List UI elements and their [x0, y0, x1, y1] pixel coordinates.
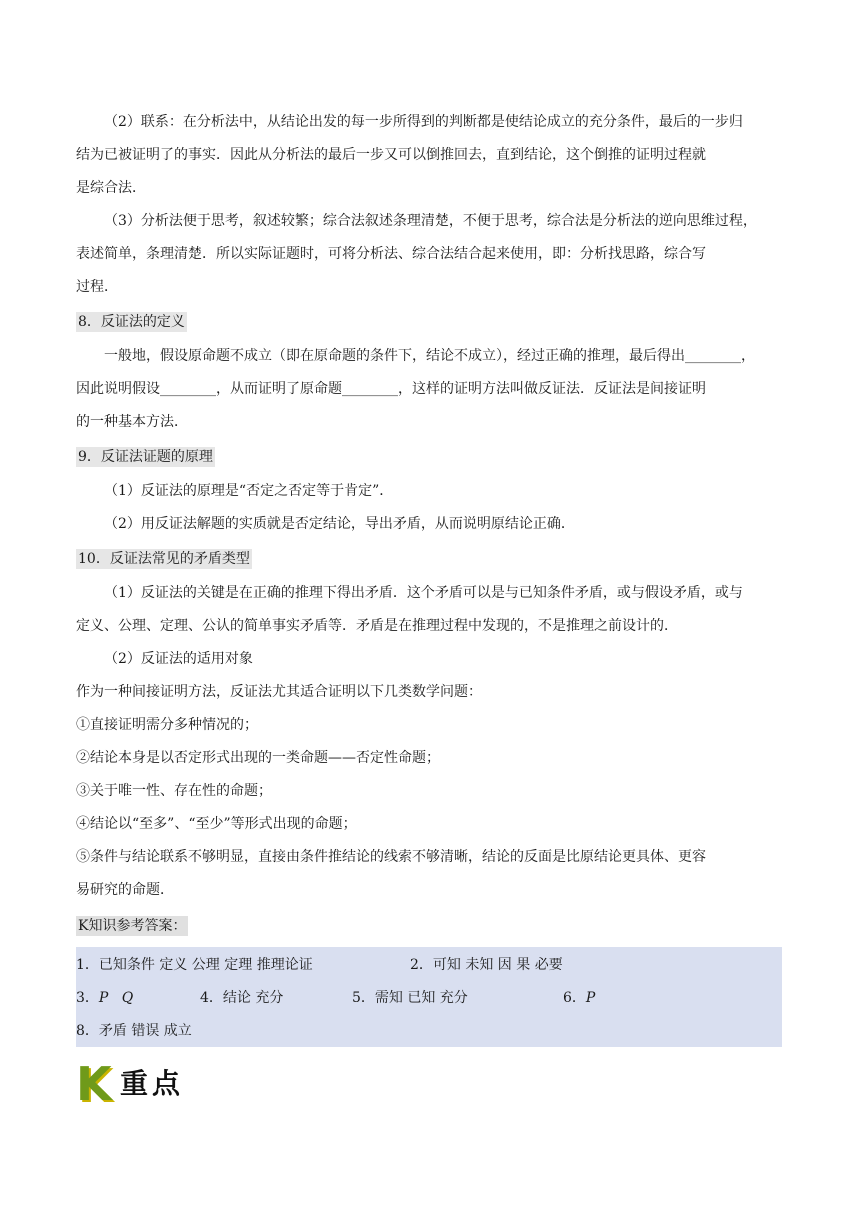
text-line: 结为已被证明了的事实．因此从分析法的最后一步又可以倒推回去，直到结论，这个倒推的证明过程就	[76, 147, 706, 163]
text-line: （2）反证法的适用对象	[104, 651, 253, 667]
text-line: （3）分析法便于思考，叙述较繁；综合法叙述条理清楚，不便于思考，综合法是分析法的逆向思维过程，	[104, 213, 757, 229]
text-line: ①直接证明需分多种情况的；	[76, 717, 258, 733]
section-heading-10: 10．反证法常见的矛盾类型	[78, 551, 250, 567]
answer-3	[76, 988, 133, 1008]
answer-6	[563, 988, 595, 1008]
logo-word: 重点	[120, 1067, 185, 1100]
text-line: ⑤条件与结论联系不够明显，直接由条件推结论的线索不够清晰，结论的反面是比原结论更具体、更容	[76, 849, 706, 865]
text-line: （2）联系：在分析法中，从结论出发的每一步所得到的判断都是使结论成立的充分条件，最后的一步归	[104, 114, 743, 130]
text-line: 易研究的命题．	[76, 882, 174, 898]
answer-4: 4．结论 充分	[200, 990, 284, 1006]
text-line: 表述简单，条理清楚．所以实际证题时，可将分析法、综合法结合起来使用，即：分析找思路，综合写	[76, 246, 706, 262]
logo-letter-k: K	[76, 1057, 112, 1111]
text-line: 作为一种间接证明方法，反证法尤其适合证明以下几类数学问题：	[76, 684, 482, 700]
answer-6-prefix: 6．	[563, 990, 586, 1006]
answers-box	[76, 947, 782, 1047]
text-line: ④结论以“至多”、“至少”等形式出现的命题；	[76, 816, 357, 832]
answer-3-p: P	[98, 990, 109, 1006]
answer-3-prefix: 3．	[76, 990, 99, 1006]
text-line: 的一种基本方法．	[76, 414, 188, 430]
section-heading-9: 9．反证法证题的原理	[78, 449, 213, 465]
answer-5: 5．需知 已知 充分	[352, 990, 468, 1006]
text-line: 过程．	[76, 279, 118, 295]
answer-1: 1．已知条件 定义 公理 定理 推理论证	[76, 957, 313, 973]
text-line: 定义、公理、定理、公认的简单事实矛盾等．矛盾是在推理过程中发现的，不是推理之前设计的．	[76, 618, 678, 634]
answer-8: 8．矛盾 错误 成立	[76, 1023, 192, 1039]
answer-6-p: P	[585, 990, 596, 1006]
text-line: ②结论本身是以否定形式出现的一类命题——否定性命题；	[76, 750, 440, 766]
section-heading-8: 8．反证法的定义	[78, 314, 185, 330]
text-line: （2）用反证法解题的实质就是否定结论，导出矛盾，从而说明原结论正确．	[104, 516, 575, 532]
key-points-logo	[76, 1057, 186, 1111]
text-line: 是综合法．	[76, 180, 146, 196]
answers-heading: K知识参考答案：	[78, 918, 187, 934]
text-line: 一般地，假设原命题不成立（即在原命题的条件下，结论不成立），经过正确的推理，最后得出________，	[104, 348, 755, 364]
text-line: 因此说明假设________，从而证明了原命题________，这样的证明方法叫做反证法．反证法是间接证明	[76, 381, 706, 397]
answer-2: 2．可知 未知 因 果 必要	[410, 957, 563, 973]
text-line: （1）反证法的原理是“否定之否定等于肯定”．	[104, 483, 394, 499]
text-line: ③关于唯一性、存在性的命题；	[76, 783, 272, 799]
text-line: （1）反证法的关键是在正确的推理下得出矛盾．这个矛盾可以是与已知条件矛盾，或与假设矛盾，或与	[104, 585, 743, 601]
answer-3-q: Q	[121, 990, 134, 1006]
